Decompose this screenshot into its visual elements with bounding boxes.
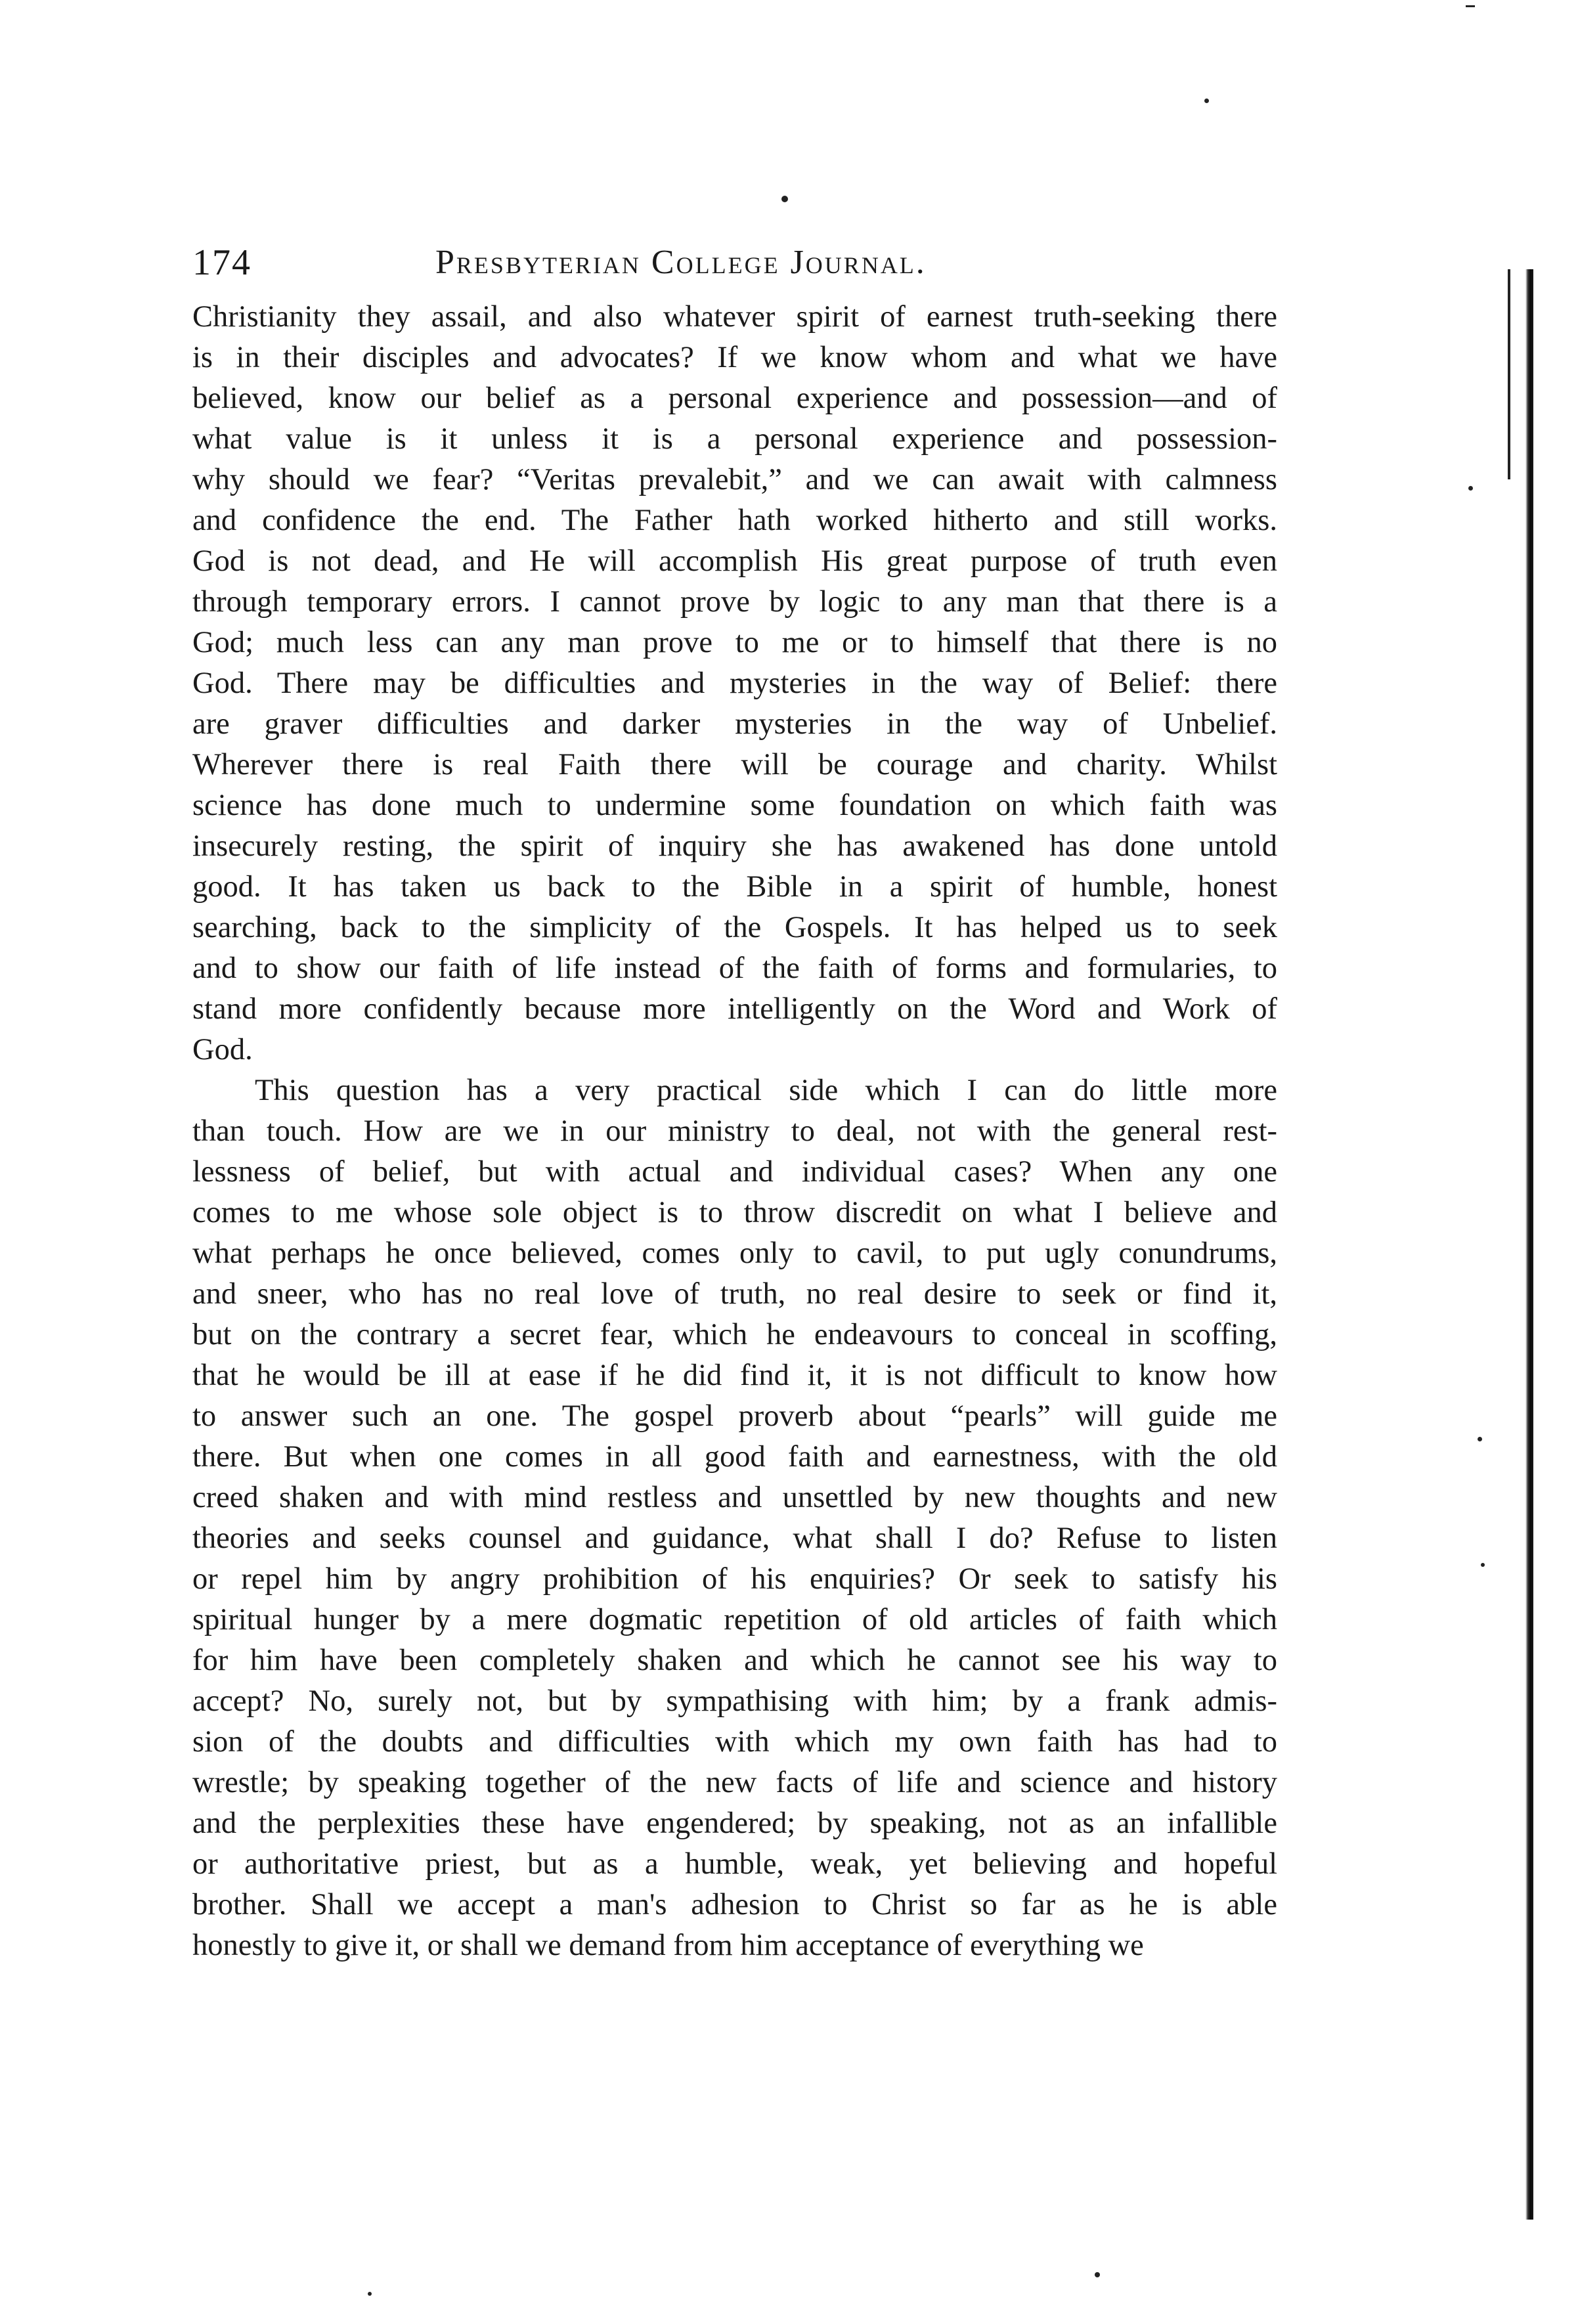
scan-speck (1095, 2272, 1100, 2277)
text-line: stand more confidently because more intelligently on the Word and Work of (192, 992, 1277, 1026)
page-number: 174 (192, 242, 252, 283)
text-line: theories and seeks counsel and guidance, what shall I do? Refuse to listen (192, 1522, 1277, 1555)
text-line: honestly to give it, or shall we demand from him acceptance of everything we (192, 1929, 1144, 1962)
text-line: or authoritative priest, but as a humble, weak, yet believing and hopeful (192, 1847, 1277, 1881)
text-line: and sneer, who has no real love of truth, no real desire to seek or find it, (192, 1277, 1277, 1311)
text-line: lessness of belief, but with actual and individual cases? When any one (192, 1155, 1277, 1189)
text-line: but on the contrary a secret fear, which he endeavours to conceal in scoffing, (192, 1318, 1277, 1351)
page-edge-shadow (1525, 269, 1533, 2220)
text-line: what value is it unless it is a personal experience and possession- (192, 422, 1277, 456)
page-header (192, 236, 1277, 289)
text-line: through temporary errors. I cannot prove by logic to any man that there is a (192, 585, 1277, 619)
scan-speck (1481, 1563, 1485, 1567)
scan-speck (368, 2292, 372, 2296)
scan-speck (1478, 1437, 1482, 1441)
text-line: wrestle; by speaking together of the new facts of life and science and history (192, 1766, 1277, 1799)
text-line: and the perplexities these have engendered; by speaking, not as an infallible (192, 1807, 1277, 1840)
text-line: God; much less can any man prove to me or to himself that there is no (192, 626, 1277, 659)
text-line: to answer such an one. The gospel proverb about “pearls” will guide me (192, 1399, 1277, 1433)
text-line: sion of the doubts and difficulties with which my own faith has had to (192, 1725, 1277, 1759)
text-line: what perhaps he once believed, comes only to cavil, to put ugly conundrums, (192, 1237, 1277, 1270)
text-line: insecurely resting, the spirit of inquiry she has awakened has done untold (192, 829, 1277, 863)
running-title: Presbyterian College Journal. (435, 244, 927, 281)
text-line: for him have been completely shaken and which he cannot see his way to (192, 1644, 1277, 1677)
text-line: believed, know our belief as a personal experience and possession—and of (192, 382, 1277, 415)
text-line: Wherever there is real Faith there will be courage and charity. Whilst (192, 748, 1277, 781)
scan-speck (1466, 5, 1475, 7)
text-line: and confidence the end. The Father hath worked hitherto and still works. (192, 504, 1277, 537)
text-line: brother. Shall we accept a man's adhesion to Christ so far as he is able (192, 1888, 1277, 1921)
text-line: science has done much to undermine some foundation on which faith was (192, 789, 1277, 822)
text-line: God. (192, 1033, 253, 1066)
text-line: This question has a very practical side which I can do little more (255, 1074, 1277, 1107)
text-line: God is not dead, and He will accomplish His great purpose of truth even (192, 544, 1277, 578)
body-text (192, 297, 1277, 1966)
scan-speck (1468, 486, 1473, 491)
text-line: that he would be ill at ease if he did find it, it is not difficult to know how (192, 1359, 1277, 1392)
scan-speck (781, 196, 788, 202)
text-line: is in their disciples and advocates? If we know whom and what we have (192, 341, 1277, 374)
text-line: creed shaken and with mind restless and unsettled by new thoughts and new (192, 1481, 1277, 1514)
text-line: why should we fear? “Veritas prevalebit,” and we can await with calmness (192, 463, 1277, 496)
text-line: are graver difficulties and darker mysteries in the way of Unbelief. (192, 707, 1277, 741)
text-line: God. There may be difficulties and mysteries in the way of Belief: there (192, 667, 1277, 700)
paragraph (192, 1070, 1277, 1966)
text-line: searching, back to the simplicity of the Gospels. It has helped us to seek (192, 911, 1277, 944)
text-line: spiritual hunger by a mere dogmatic repetition of old articles of faith which (192, 1603, 1277, 1636)
text-line: accept? No, surely not, but by sympathising with him; by a frank admis- (192, 1684, 1277, 1718)
paragraph (192, 297, 1277, 1070)
text-line: and to show our faith of life instead of the faith of forms and formularies, to (192, 952, 1277, 985)
text-line: there. But when one comes in all good faith and earnestness, with the old (192, 1440, 1277, 1474)
text-line: than touch. How are we in our ministry to deal, not with the general rest- (192, 1114, 1277, 1148)
page-edge-line (1508, 269, 1510, 479)
scan-speck (1204, 99, 1209, 103)
text-line: comes to me whose sole object is to throw discredit on what I believe and (192, 1196, 1277, 1229)
text-line: Christianity they assail, and also whatever spirit of earnest truth-seeking there (192, 300, 1277, 334)
text-line: good. It has taken us back to the Bible in a spirit of humble, honest (192, 870, 1277, 904)
text-line: or repel him by angry prohibition of his enquiries? Or seek to satisfy his (192, 1562, 1277, 1596)
